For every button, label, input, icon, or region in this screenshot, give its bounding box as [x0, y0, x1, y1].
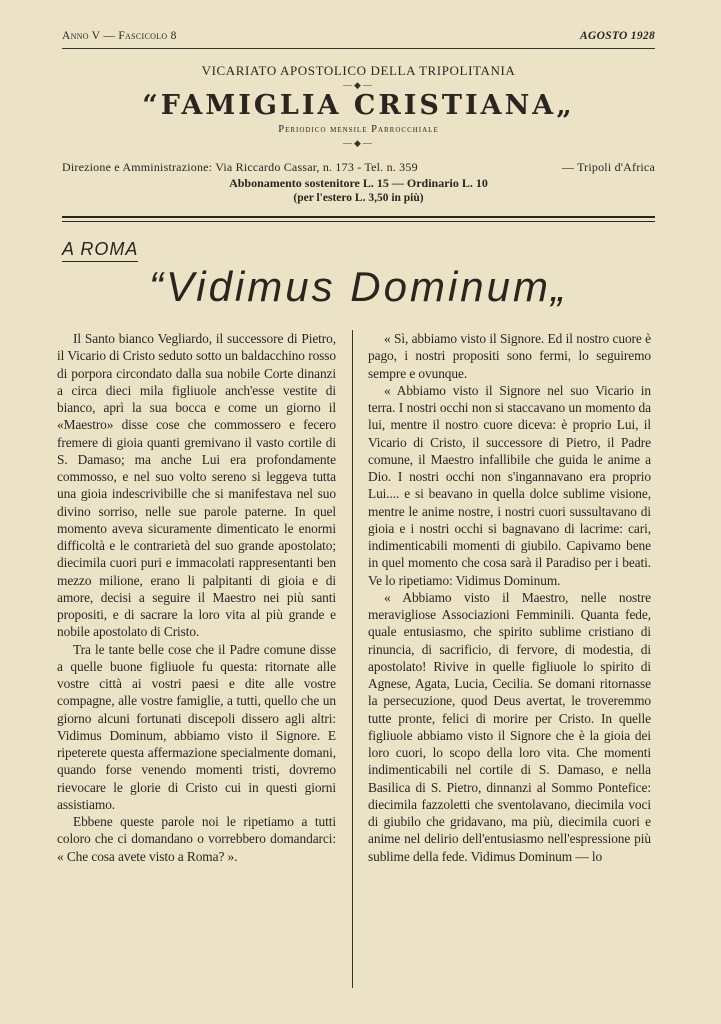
- newspaper-title: “FAMIGLIA CRISTIANA„: [142, 90, 575, 121]
- direzione-line: [62, 160, 655, 175]
- paragraph: « Abbiamo visto il Maestro, nelle nostre meravigliose Associazioni Femminili. Quanta fede, quale entusiasmo, che spirito sublime cristiano di rinuncia, di sacrificio, di fervore, di modestia, di apostolato! Rivive in quelle figliuole lo spirito di Agnese, Agata, Lucia, Cecilia. Se domani ritornasse la persecuzione, quod Deus avertat, le troveremmo tutte pronte, felici di morire per Cristo. In quelle figliuole abbiamo visto il Signore che è la gioia dei loro cuori, lo scopo della loro vita. Che momenti indimenticabili nel cortile di S. Damaso, e nella Basilica di S. Pietro, dinnanzi al Sommo Pontefice: diecimila fazzoletti che sventolavano, diecimila voci di giubilo che gridavano, ma più, diecimila cuori e anime nel delirio dell'entusiasmo nell'espressione più sublime della fede. Vidimus Dominum — lo: [368, 589, 651, 864]
- column-divider: [352, 330, 353, 988]
- direzione-address: Direzione e Amministrazione: Via Riccardo Cassar, n. 173 - Tel. n. 359: [62, 160, 418, 174]
- top-rule: [62, 48, 655, 49]
- ornament-divider: —◆—: [343, 80, 374, 90]
- section-label: A ROMA: [62, 239, 138, 262]
- paragraph: Tra le tante belle cose che il Padre comune disse a quelle buone figliuole fu questa: ritornate alle vostre città ai vostri paesi e dite alle vostre compagne, alle vostre famiglie, a tutti, quello che un giorno alcuni fortunati discepoli dissero agli altri: Vidimus Dominum, abbiamo visto il Signore. E ripeterete questa affermazione specialmente domani, quando forse venendo momenti tristi, dovremo rievocare le glorie di Cristo cui in questi giorni assistiamo.: [57, 641, 336, 812]
- vicariato-heading: VICARIATO APOSTOLICO DELLA TRIPOLITANIA: [201, 63, 516, 78]
- subscription-line: Abbonamento sostenitore L. 15 — Ordinario L. 10: [229, 176, 488, 190]
- paragraph: « Sì, abbiamo visto il Signore. Ed il nostro cuore è pago, i nostri propositi sono fermi, lo seguiremo sempre e ovunque.: [368, 331, 651, 381]
- paragraph: « Abbiamo visto il Signore nel suo Vicario in terra. I nostri occhi non si staccavano un momento da lui, mentre il nostro cuore diceva: è proprio Lui, il Vicario di Cristo, il successore di Pietro, il Padre comune, il Maestro infallibile che guida le anime a Dio. I nostri occhi non s'ingannavano era proprio Lui.... e si beavano in quella dolce sublime visione, mentre le anime nostre, i nostri cuori sussultavano di gioia e i nostri occhi si bagnavano di lacrime: cari, indimenticabili momenti di giubilo. Capivamo bene in quel momento che cosa sarà il Paradiso per i beati. Ve lo ripetiamo: Vidimus Dominum.: [368, 382, 651, 588]
- ornament-divider: —◆—: [343, 138, 374, 148]
- article-headline: “Vidimus Dominum„: [149, 263, 568, 310]
- foreign-subscription-line: (per l'estero L. 3,50 in più): [293, 192, 424, 204]
- masthead-rule: [62, 216, 655, 222]
- paragraph: Ebbene queste parole noi le ripetiamo a tutti coloro che ci domandano o vorrebbero domandarci: « Che cosa avete visto a Roma? ».: [57, 814, 336, 864]
- article-column-left: [57, 330, 336, 865]
- issue-number: Anno V — Fascicolo 8: [62, 30, 177, 42]
- paragraph: Il Santo bianco Vegliardo, il successore di Pietro, il Vicario di Cristo seduto sotto un baldacchino rosso di porpora circondato dalla sua nobile Corte dinanzi a circa dieci mila figliuole anch'esse vestite di bianco, aprì la sua bocca e come un giorno il «Maestro» disse cose che commossero e fecero fremere di gioia quanti gremivano il vasto cortile di S. Damaso; ma anche Lui era profondamente commosso, e nel suo volto sereno si leggeva tutta una gioia indescrivibille che si manifestava nel suo divino sorriso, nelle sue parole paterne. In quel momento aveva sicuramente dimenticato le enormi difficoltà e le contrarietà del suo grande apostolato; diecimila cuori puri e immacolati rappresentanti ben mezzo milione, erano li palpitanti di gioia e di amore, decisi a seguire il Maestro nei più santi propositi, e di sacrare la loro vita al più grande e nobile apostolato di Cristo.: [57, 331, 336, 640]
- direzione-city: — Tripoli d'Africa: [561, 160, 655, 174]
- newspaper-subtitle: Periodico mensile Parrocchiale: [278, 124, 439, 135]
- article-column-right: [368, 330, 651, 865]
- issue-date: AGOSTO 1928: [580, 30, 655, 42]
